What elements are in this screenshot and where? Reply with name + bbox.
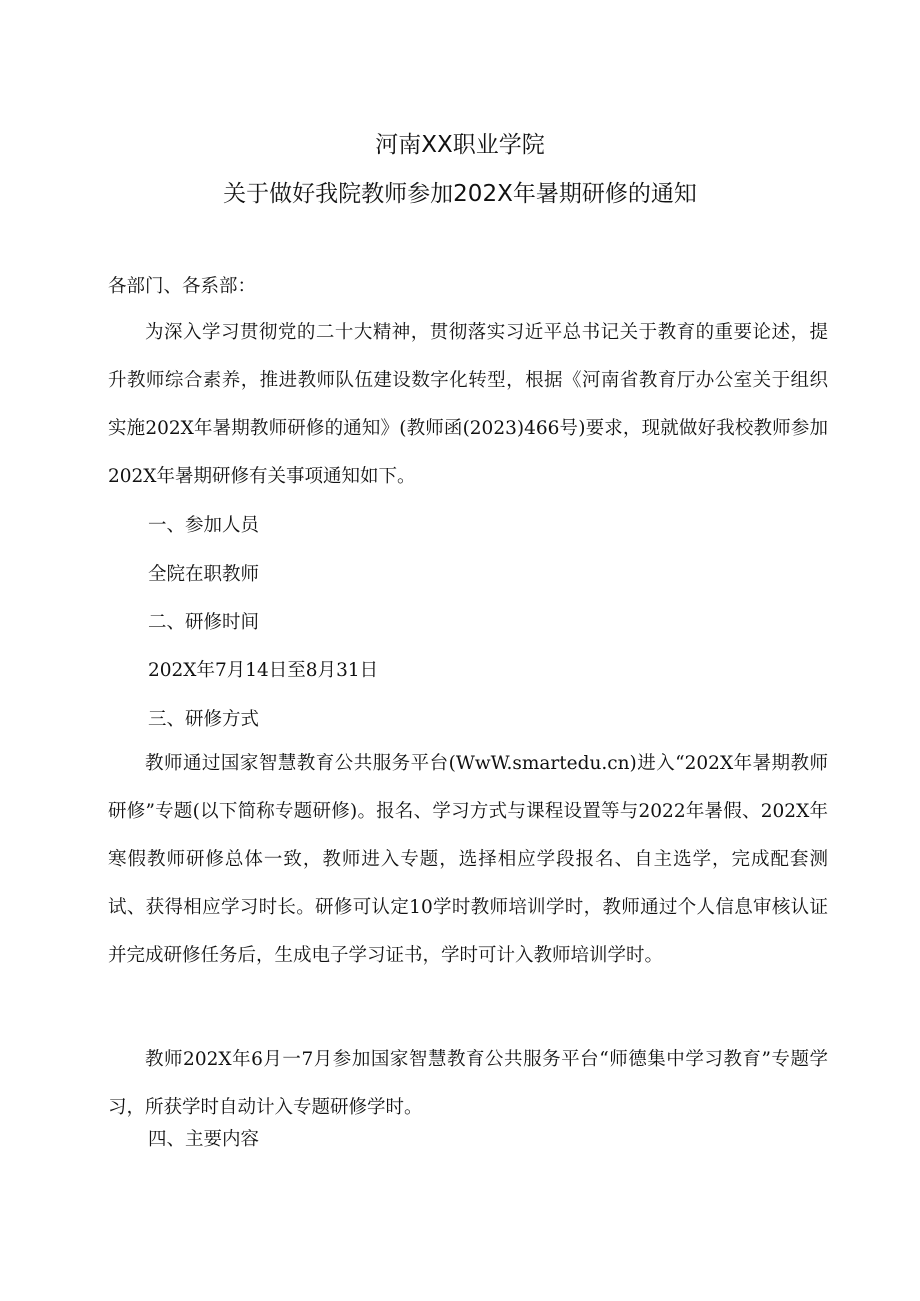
method-paragraph-2: 教师202X年6月一7月参加国家智慧教育公共服务平台“师德集中学习教育”专题学习，所获学时自动计入专题研修学时。 xyxy=(108,1049,828,1118)
section-content-time: 202X年7月14日至8月31日 xyxy=(148,660,379,681)
method-paragraph-1: 教师通过国家智慧教育公共服务平台(WwW.smartedu.cn)进入“202X年暑期教师研修”专题(以下简称专题研修)。报名、学习方式与课程设置等与2022年暑假、202X年寒假教师研修总体一致，教师进入专题，选择相应学段报名、自主选学，完成配套测试、获得相应学习时长。研修可认定10学时教师培训学时，教师通过个人信息审核认证并完成研修任务后，生成电子学习证书，学时可计入教师培训学时。 xyxy=(108,753,828,966)
section-content-participants: 全院在职教师 xyxy=(148,564,260,585)
section-heading-participants: 一、参加人员 xyxy=(148,515,260,536)
document-title-institution: 河南XX职业学院 xyxy=(375,132,545,158)
section-heading-content: 四、主要内容 xyxy=(148,1129,260,1150)
intro-paragraph: 为深入学习贯彻党的二十大精神，贯彻落实习近平总书记关于教育的重要论述，提升教师综合素养，推进教师队伍建设数字化转型，根据《河南省教育厅办公室关于组织实施202X年暑期教师研修的通知》(教师函(2023)466号)要求，现就做好我校教师参加202X年暑期研修有关事项通知如下。 xyxy=(108,322,828,487)
section-heading-time: 二、研修时间 xyxy=(148,612,260,633)
document-title-notice: 关于做好我院教师参加202X年暑期研修的通知 xyxy=(223,181,697,207)
salutation: 各部门、各系部： xyxy=(108,276,257,297)
section-heading-method: 三、研修方式 xyxy=(148,709,260,730)
